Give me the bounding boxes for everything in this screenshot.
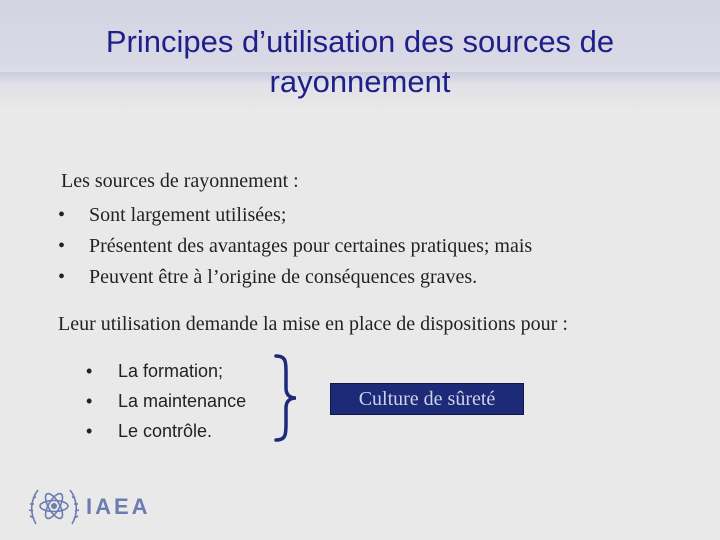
list-item bbox=[58, 233, 532, 264]
list-item bbox=[86, 359, 246, 389]
iaea-logo-text: IAEA bbox=[86, 494, 151, 519]
list-item bbox=[58, 202, 532, 233]
slide-title bbox=[0, 22, 720, 102]
bullet-list bbox=[58, 202, 532, 295]
bullet-text: Peuvent être à l’origine de conséquences graves. bbox=[89, 266, 478, 288]
list-item bbox=[86, 389, 246, 419]
bullet-glyph: • bbox=[58, 266, 66, 288]
sub-bullet-list bbox=[86, 359, 246, 449]
sub-bullet-text: La maintenance bbox=[118, 391, 247, 411]
culture-label: Culture de sûreté bbox=[358, 387, 496, 410]
list-item bbox=[86, 419, 246, 449]
right-brace-icon bbox=[270, 354, 300, 442]
bullet-text: Sont largement utilisées; bbox=[89, 204, 287, 226]
culture-de-surete-box bbox=[330, 383, 524, 415]
list-item bbox=[58, 264, 532, 295]
intro-text: Les sources de rayonnement : bbox=[61, 170, 299, 192]
bullet-glyph: • bbox=[86, 361, 93, 381]
slide-title-line-2: rayonnement bbox=[269, 64, 451, 99]
bullet-text: Présentent des avantages pour certaines pratiques; mais bbox=[89, 235, 533, 257]
slide-title-line-1: Principes d’utilisation des sources de bbox=[105, 24, 615, 59]
sub-bullet-text: La formation; bbox=[118, 361, 224, 381]
iaea-emblem-icon bbox=[28, 484, 80, 530]
sub-bullet-text: Le contrôle. bbox=[118, 421, 213, 441]
bullet-glyph: • bbox=[58, 235, 66, 257]
lead-text: Leur utilisation demande la mise en place de dispositions pour : bbox=[58, 313, 568, 335]
bullet-glyph: • bbox=[58, 204, 66, 226]
iaea-logo bbox=[28, 484, 151, 530]
bullet-glyph: • bbox=[86, 391, 93, 411]
bullet-glyph: • bbox=[86, 421, 93, 441]
